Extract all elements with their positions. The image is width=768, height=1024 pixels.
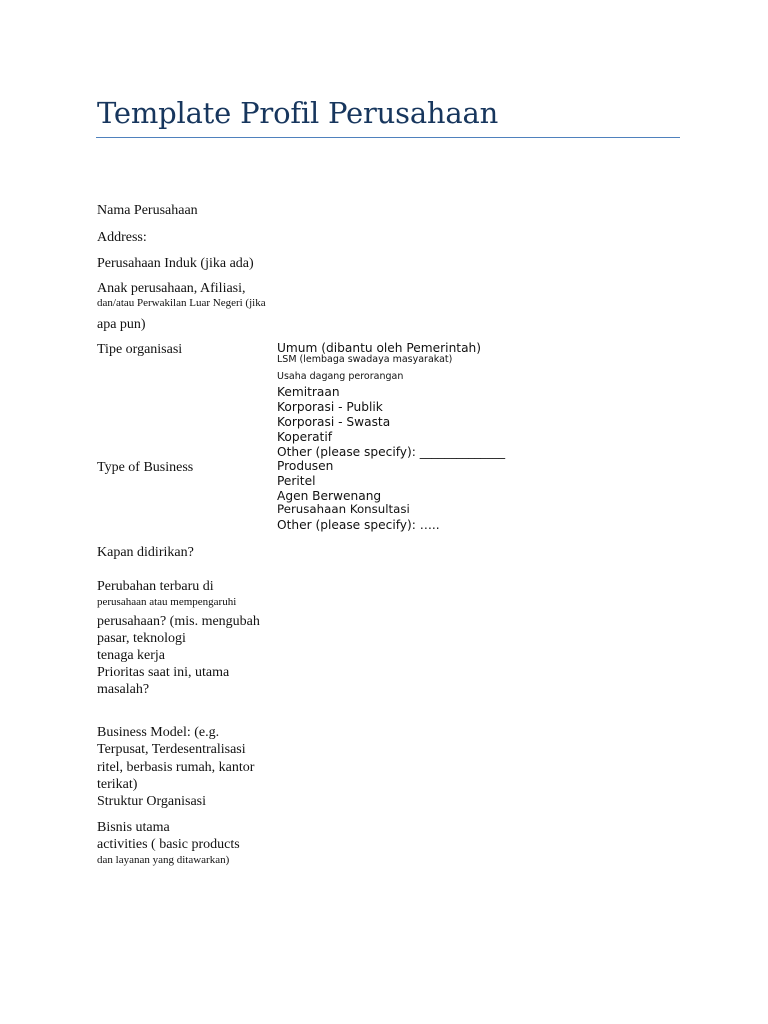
option-org-korporasi-swasta: Korporasi - Swasta xyxy=(277,415,391,429)
option-org-koperatif: Koperatif xyxy=(277,430,333,444)
option-org-korporasi-publik: Korporasi - Publik xyxy=(277,400,383,414)
label-tipe-organisasi: Tipe organisasi xyxy=(97,342,183,357)
option-org-other: Other (please specify): ______________ xyxy=(277,445,506,459)
label-anak-perusahaan-line1: Anak perusahaan, Afiliasi, xyxy=(97,281,246,296)
option-biz-peritel: Peritel xyxy=(277,474,316,488)
option-org-umum: Umum (dibantu oleh Pemerintah) xyxy=(277,341,482,355)
label-prioritas-line2: masalah? xyxy=(97,682,150,697)
label-perubahan-line5: tenaga kerja xyxy=(97,648,166,663)
label-anak-perusahaan-line2: dan/atau Perwakilan Luar Negeri (jika xyxy=(97,297,266,309)
label-address: Address: xyxy=(97,230,147,245)
label-perubahan-line3: perusahaan? (mis. mengubah xyxy=(97,614,260,629)
page-title: Template Profil Perusahaan xyxy=(97,96,499,130)
option-biz-produsen: Produsen xyxy=(277,459,334,473)
label-perubahan-line1: Perubahan terbaru di xyxy=(97,579,214,594)
label-prioritas-line1: Prioritas saat ini, utama xyxy=(97,665,230,680)
option-org-usaha-dagang: Usaha dagang perorangan xyxy=(277,371,404,382)
option-org-kemitraan: Kemitraan xyxy=(277,385,340,399)
label-bisnis-utama-line3: dan layanan yang ditawarkan) xyxy=(97,854,230,866)
label-perubahan-line4: pasar, teknologi xyxy=(97,631,186,646)
label-bisnis-utama-line2: activities ( basic products xyxy=(97,837,240,852)
option-biz-perusahaan-konsultasi: Perusahaan Konsultasi xyxy=(277,502,410,516)
label-perusahaan-induk: Perusahaan Induk (jika ada) xyxy=(97,256,254,271)
option-biz-agen-berwenang: Agen Berwenang xyxy=(277,489,382,503)
label-business-model-line4: terikat) xyxy=(97,777,138,792)
label-anak-perusahaan-line3: apa pun) xyxy=(97,317,146,332)
option-org-lsm: LSM (lembaga swadaya masyarakat) xyxy=(277,354,453,365)
label-business-model-line3: ritel, berbasis rumah, kantor xyxy=(97,760,255,775)
label-type-of-business: Type of Business xyxy=(97,460,194,475)
label-business-model-line1: Business Model: (e.g. xyxy=(97,725,220,740)
title-rule xyxy=(96,137,680,138)
label-bisnis-utama-line1: Bisnis utama xyxy=(97,820,170,835)
label-nama-perusahaan: Nama Perusahaan xyxy=(97,203,198,218)
label-kapan-didirikan: Kapan didirikan? xyxy=(97,545,194,560)
label-struktur-organisasi: Struktur Organisasi xyxy=(97,794,207,809)
label-perubahan-line2: perusahaan atau mempengaruhi xyxy=(97,596,237,608)
label-business-model-line2: Terpusat, Terdesentralisasi xyxy=(97,742,246,757)
option-biz-other: Other (please specify): ….. xyxy=(277,518,440,532)
